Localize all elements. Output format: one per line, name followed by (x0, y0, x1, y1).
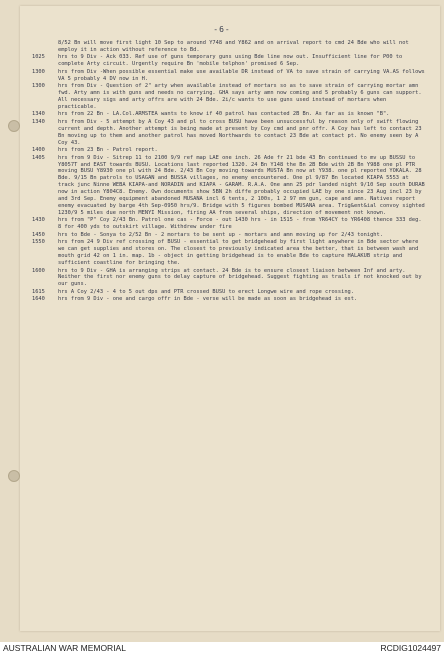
entry-time: 1615 (32, 288, 45, 295)
archive-name: AUSTRALIAN WAR MEMORIAL (3, 643, 126, 653)
entry-time: 1450 (32, 231, 45, 238)
record-id: RCDIG1024497 (380, 643, 441, 653)
message-log (32, 40, 427, 304)
entry-text: hrs from 9 Div - one and cargo offr in Bde - verse will be made as soon as bridgehead is est. (58, 296, 358, 303)
log-entry (32, 296, 427, 303)
page-number: -6- (213, 25, 231, 34)
log-entry (32, 289, 427, 296)
log-entry (32, 111, 427, 118)
entry-time (32, 40, 58, 54)
entry-time: 1600 (32, 267, 45, 274)
log-entry (32, 147, 427, 154)
entry-time: 1025 (32, 54, 45, 61)
entry-time: 1405 (32, 154, 45, 161)
log-entry (32, 54, 427, 68)
log-entry (32, 119, 427, 147)
entry-text: hrs from 23 Bn - Patrol report. (58, 147, 158, 154)
punch-hole-icon (8, 470, 20, 482)
log-entry (32, 40, 427, 54)
entry-text: hrs to Bde - Sonya to 2/52 Bn - 2 mortars to be sent up - mortars and amn moving up for 2/43 tonight. (58, 231, 383, 238)
entry-time: 1640 (32, 296, 45, 303)
entry-text: hrs from Div - Question of 2" arty when available instead of mortars so as to save strain of carrying mortar amn fwd. Arty amn is with guns and needs no carrying. GHA says arty amn now coming and 5 probably 6 guns can support. All necessary sigs and arty offrs are with 24 Bde. 2i/c wants to use guns used instead of mortars when practicable. (58, 83, 425, 110)
entry-text: hrs from 24 9 Div ref crossing of BUSU - essential to get bridgehead by first light anywhere in Bde sector where we can get supplies and stores on. The closest to previously indicated area the better, that is between wash and mouth grid 42 on 1 in. map. 1b - object in getting bridgehead is to enable Bde to capture HALAKUB strip and sufficient coastline for bringing the. (58, 239, 422, 267)
entry-text: hrs from Div -When possible essential make use available DR instead of VA to save strain of carrying VA.AS follows VA 5 probably 4 DV now in H. (58, 68, 428, 82)
entry-text: hrs from 9 Div - Sitrep 11 to 2100 9/9 ref map LAE one inch. 26 Ade fr 21 bde 43 Bn continued to mv up BUSSU to Y8057T and EAST towards BUSU. Locations last reported 1320. 24 Bn Y148 the Bn 2B Bde with 2B Bn Y988 one pl PTR moving BUSU Y8930 one pl with 24 Bde. 2/43 Bn Coy moving towards MUSTA Bn now at Y938. one pl reported YOKALA. 28 Bde. 9/15 Bn patrols to USAGAN and BUSSA villages, no enemy encountered. One pl 9/87 Bn located KIAPA 5553 at track junc Ninne WEBA KIAPA-and NORADIN and KIAPA - GARAM. R.A.A. One amn 25 pdr landed night 9/10 Sep south DURAB now in action Y804C8. Enemy. Own documents show 5BN 2h diffe probably occupied LAE by one since 23 Aug incl 23 by and 3rd Sep. Enemy equipment abandoned MUSANA incl 6 tents, 2 100s, 1 2 97 mm gun, cape and amn. Natives report enemy evacuated by barge 4th Sep-0950 hrs/9. Bridge with 5 figures bombed MUSANA area. Trig&ent&ial convoy sighted 1230/9 5 miles due north MENYI Mission, firing AA from several ships, direction of movement not known. (58, 154, 428, 216)
log-entry (32, 217, 427, 231)
log-entry (32, 155, 427, 217)
log-entry (32, 83, 427, 111)
entry-time: 1430 (32, 217, 45, 224)
entry-time: 1300 (32, 83, 45, 90)
log-entry (32, 69, 427, 83)
archive-footer (0, 642, 444, 654)
entry-time: 1340 (32, 111, 45, 118)
log-entry (32, 239, 427, 267)
entry-time: 1550 (32, 239, 45, 246)
log-entry (32, 268, 427, 289)
entry-time: 1400 (32, 147, 45, 154)
punch-hole-icon (8, 120, 20, 132)
entry-text: hrs from 22 Bn - LA.Col.ARMSTEA wants to know if 40 patrol has contacted 2B Bn. As far as is known "B". (58, 111, 390, 118)
entry-time: 1340 (32, 118, 45, 125)
entry-text: hrs to 9 Div - Ack 033. Ref use of guns temporary guns using Bde line now out. Insufficient line for P00 to complete Arty circuit. Urgently require Bn 'mobile telphon' promised 6 Sep. (58, 54, 406, 68)
log-entry (32, 232, 427, 239)
entry-text: hrs from "P" Coy 2/43 Bn. Patrol one cas - Force - out 1430 hrs - in 1515 - from YR64CY to YR6408 thence 333 deg. 8 for 400 yds to outskirt village. Withdrew under fire (58, 217, 425, 231)
entry-text: hrs to 9 Div - GHA is arranging strips at contact. 24 Bde is to ensure closest liaison between Inf and arty. Neither the first nor enemy guns to delay capture of bridgehead. Suggest fighting as trails if not knocked out by our guns. (58, 267, 425, 288)
entry-text: hrs A Coy 2/43 - 4 to 5 out dps and PTR crossed BUSU to erect Longwe wire and rope crossing. (58, 288, 354, 295)
entry-time: 1300 (32, 68, 45, 75)
entry-text: hrs from Div - 5 attempt by A Coy 43 and pl to cross BUSU have been unsuccessful by reason only of swift flowing current and depth. Another attempt is being made at present by Coy cmd and pnr offr. A Coy has left to contact 23 Bn moving up to them and another patrol has moved Northwards to contact 23 Bde at contact pt. No enemy seen by A Coy 43. (58, 118, 425, 146)
entry-text: 8/52 Bn will move first light 10 Sep to around Y748 and Y862 and on arrival report to cmd 24 Bde who will not employ it in action without reference to Bd. (58, 40, 412, 53)
